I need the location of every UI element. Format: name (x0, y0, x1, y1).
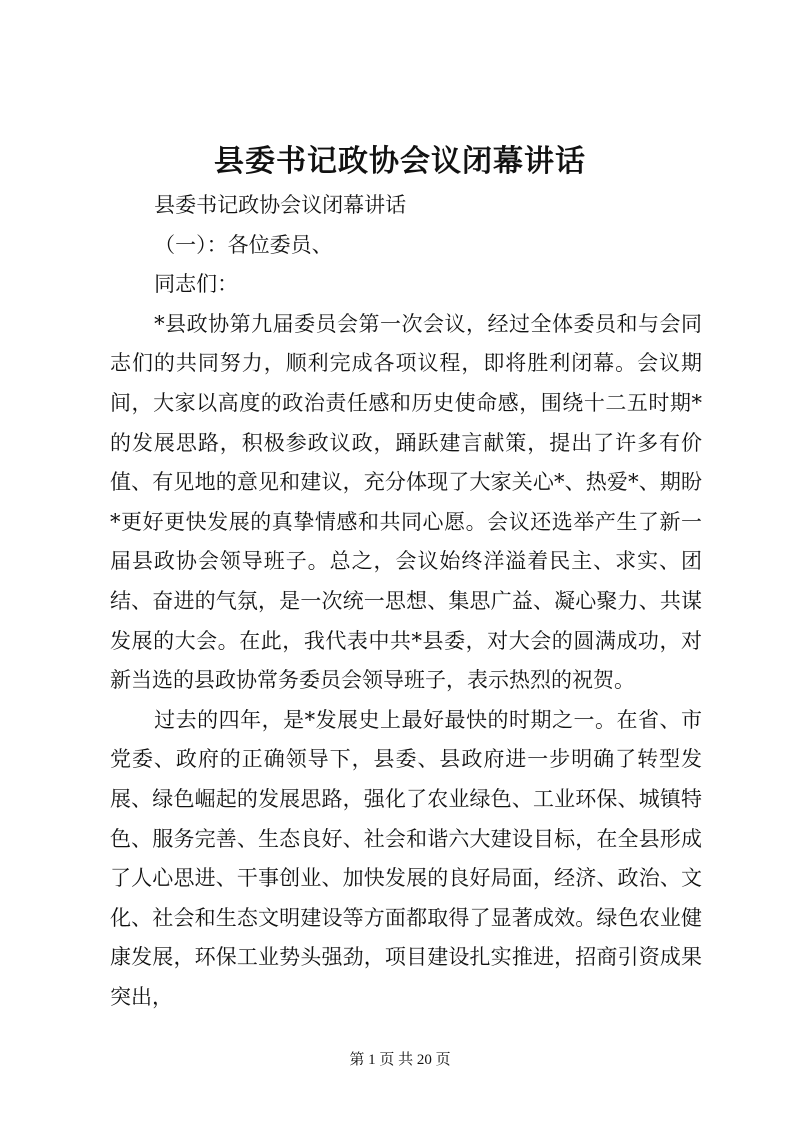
subtitle-paragraph: 县委书记政协会议闭幕讲话 (154, 193, 407, 217)
body-paragraph: 过去的四年，是*发展史上最好最快的时期之一。在省、市党委、政府的正确领导下，县委、县政府进一步明确了转型发展、绿色崛起的发展思路，强化了农业绿色、工业环保、城镇特色、服务完善、生态良好、社会和谐六大建设目标，在全县形成了人心思进、干事创业、加快发展的良好局面，经济、政治、文化、社会和生态文明建设等方面都取得了显著成效。绿色农业健康发展，环保工业势头强劲，项目建设扎实推进，招商引资成果突出， (110, 707, 702, 1009)
section-marker-paragraph: （一）：各位委员、 (154, 232, 333, 257)
body-paragraph: *县政协第九届委员会第一次会议，经过全体委员和与会同志们的共同努力，顺利完成各项议程，即将胜利闭幕。会议期间，大家以高度的政治责任感和历史使命感，围绕十二五时期*的发展思路，积极参政议政，踊跃建言献策，提出了许多有价值、有见地的意见和建议，充分体现了大家关心*、热爱*、期盼*更好更快发展的真挚情感和共同心愿。会议还选举产生了新一届县政协会领导班子。总之，会议始终洋溢着民主、求实、团结、奋进的气氛，是一次统一思想、集思广益、凝心聚力、共谋发展的大会。在此，我代表中共*县委，对大会的圆满成功，对新当选的县政协常务委员会领导班子，表示热烈的祝贺。 (110, 311, 702, 693)
document-title: 县委书记政协会议闭幕讲话 (214, 144, 586, 179)
document-body (110, 186, 702, 1017)
page-footer: 第 1 页 共 20 页 (349, 1052, 451, 1068)
salutation-paragraph: 同志们： (154, 272, 239, 297)
